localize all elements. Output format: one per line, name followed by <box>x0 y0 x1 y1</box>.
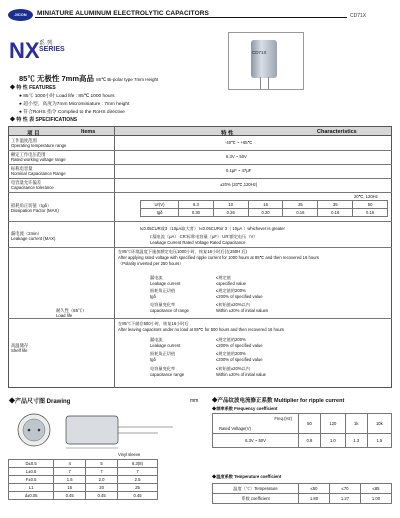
shelf-life-item-en: tgδ <box>150 357 156 362</box>
load-life-item-value-en: ≤specified value <box>216 281 246 286</box>
temp-value: ≤50 <box>299 484 330 494</box>
spec-label-cn: 额定工作电压范围 <box>11 152 46 157</box>
header-item-en: Items <box>81 129 96 135</box>
freq-coefficient: 1.0 <box>320 434 345 448</box>
dim-cell: 15 <box>54 484 86 492</box>
load-life-item-value-en: ≤200% of specified value <box>216 294 263 299</box>
shelf-life-item-value-cn: ≤规定值的200% <box>216 351 246 356</box>
voltage-cell: 50 <box>353 201 388 209</box>
dim-cell: 20 <box>86 484 118 492</box>
shelf-life-item-value-en: ≤200% of specified value <box>216 357 263 362</box>
drawing-unit: mm <box>190 398 199 404</box>
tan-delta-cell: 0.16 <box>318 209 353 217</box>
shelf-life-item-cn: 电容量变化率 <box>150 366 176 371</box>
spec-label-cn: 标称电容量 <box>11 166 33 171</box>
voltage-cell: 10 <box>213 201 248 209</box>
spec-label-en: Rated working voltage range <box>11 157 66 162</box>
capacitor-label: CD71X <box>252 50 267 55</box>
voltage-cell: 16 <box>248 201 283 209</box>
dissipation-label-en: Dissipation Factor (MAX) <box>11 208 59 213</box>
dim-cell: 0.45 <box>118 492 158 500</box>
drawing-title: ◆产品尺寸图 Drawing <box>9 399 71 405</box>
dim-cell: F±0.5 <box>9 476 54 484</box>
temp-label: 温度（℃）Temperature <box>213 484 299 494</box>
dim-cell: 2.0 <box>86 476 118 484</box>
leakage-legend-cn: I:漏电流（μA） CR:标称电容量（μF） UR:额定电压（V） <box>150 234 258 239</box>
dimension-table <box>8 459 158 500</box>
dim-cell: 4 <box>54 460 86 468</box>
shelf-life-item-value-en: ≤200% of specified value <box>216 343 263 348</box>
dim-cell: D±0.5 <box>9 460 54 468</box>
tan-delta-cell: 0.20 <box>248 209 283 217</box>
product-code: CD71X <box>350 13 367 19</box>
series-cn: 系 列 <box>39 41 53 47</box>
dim-cell: 7 <box>54 468 86 476</box>
load-life-item-value-cn: ≤初始值±20%以内 <box>216 302 250 307</box>
feature-item: ● 符合RoHS 指令 Complied to the RoHS directive <box>19 110 125 115</box>
freq-label: Freq.(Hz) <box>274 416 292 421</box>
tan-delta-cell: 0.16 <box>283 209 318 217</box>
spec-value: 6.3V ~ 50V <box>226 154 247 159</box>
row-divider <box>8 318 392 319</box>
load-life-label-en: Load life <box>56 313 73 318</box>
dim-cell: 1.5 <box>54 476 86 484</box>
shelf-life-item-value-cn: ≤规定值的200% <box>216 337 246 342</box>
voltage-cell: 6.3 <box>179 201 214 209</box>
load-life-item-cn: 电容量变化率 <box>150 302 176 307</box>
spec-label-en: Operating temperature range <box>11 143 67 148</box>
header-item-cn: 项 目 <box>27 131 40 137</box>
shelf-life-label-cn: 高温储存 <box>11 343 29 348</box>
shelf-life-item-cn: 漏电流 <box>150 337 163 342</box>
capacitor-lead <box>268 77 269 89</box>
shelf-life-item-value-en: Within ±20% of initial value <box>216 372 267 377</box>
dim-cell: 6.3(8) <box>118 460 158 468</box>
dim-cell: 0.45 <box>54 492 86 500</box>
spec-label-en: Nominal Capacitance Range <box>11 171 66 176</box>
tan-delta-cell: 0.16 <box>353 209 388 217</box>
load-life-item-cn: 漏电流 <box>150 275 163 280</box>
frequency-coefficient-title: ◆频率系数 Frequency coefficient <box>212 406 278 411</box>
series-en: SERIES <box>39 46 65 53</box>
spec-value: ±20% (20℃,120Hz) <box>220 182 258 187</box>
tan-delta-row-label: tgδ <box>141 209 179 217</box>
dim-cell: 0.45 <box>86 492 118 500</box>
load-life-polarity: （Polarity inverted per 250 hours） <box>118 261 184 266</box>
dim-cell: L1 <box>9 484 54 492</box>
spec-value: -40℃ ~ +85℃ <box>225 140 253 145</box>
capacitor-lead <box>260 77 261 89</box>
freq-header: 120 <box>320 414 345 434</box>
freq-header: 10k <box>367 414 391 434</box>
features-heading: ◆ 特 性 FEATURES <box>10 85 56 91</box>
tan-delta-cell: 0.30 <box>179 209 214 217</box>
subtitle-cn: 85℃ 无极性 7mm高品 <box>19 74 95 83</box>
subtitle-en: 85℃ Bi-polar type 7mm Height <box>96 77 159 82</box>
load-life-item-value-cn: ≤规定值的200% <box>216 288 246 293</box>
voltage-row-label: Ur(V) <box>141 201 179 209</box>
freq-header: 1k <box>345 414 367 434</box>
row-divider <box>8 150 392 151</box>
header-rule <box>35 17 347 18</box>
row-divider <box>8 221 392 222</box>
shelf-life-desc-cn: 在85℃下储存500小时，恢复16小时后 <box>118 321 189 326</box>
shelf-life-item-en: Leakage current <box>150 343 181 348</box>
row-divider <box>8 192 392 193</box>
document-header-title: MINIATURE ALUMINUM ELECTROLYTIC CAPACITORS <box>37 10 209 17</box>
spec-label-cn: 工作温度范围 <box>11 138 37 143</box>
dim-cell: 25 <box>118 484 158 492</box>
coef-label: 系数 coefficient <box>213 494 299 504</box>
shelf-life-label-en: Shelf life <box>11 348 28 353</box>
specifications-heading: ◆ 特 性 表 SPECIFICATIONS <box>10 117 78 123</box>
dim-cell: L±0.5 <box>9 468 54 476</box>
load-life-desc-en: After applying rated voltage with specified ripple current for 1000 hours at 85℃ and then recovered 16 hours <box>118 255 319 260</box>
row-divider <box>8 178 392 179</box>
shelf-life-item-en: capacitance range <box>150 372 185 377</box>
shelf-life-desc-en: After leaving capacitors under no load at 85℃ for 500 hours and then recovered 16 hours <box>118 327 285 332</box>
leakage-formula: I≤0.05CUR或3（10μA取大者） I≤0.05CURor 3（ 10μA ）whichever is greater <box>140 226 285 231</box>
dissipation-table <box>140 200 388 217</box>
header-char-en: Characteristics <box>317 129 357 135</box>
temp-value: ≤70 <box>330 484 361 494</box>
load-life-desc-cn: 在85℃环境温度下施加额定电压1000小时，恢复16小时后(在250H 后) <box>118 249 247 254</box>
spec-label-en: Capacitance tolerance <box>11 185 54 190</box>
frequency-table <box>212 413 392 448</box>
coef-value: 1.80 <box>299 494 330 504</box>
voltage-cell: 25 <box>283 201 318 209</box>
shelf-life-item-value-cn: ≤初始值±20%以内 <box>216 366 250 371</box>
row-divider <box>8 247 392 248</box>
temperature-table <box>212 483 392 504</box>
load-life-item-en: tgδ <box>150 294 156 299</box>
series-name: NX <box>9 38 40 63</box>
dim-cell: 7 <box>86 468 118 476</box>
freq-coefficient: 1.5 <box>367 434 391 448</box>
capacitor-image <box>251 40 277 78</box>
shelf-life-item-cn: 损耗角正切值 <box>150 351 176 356</box>
spec-table-header <box>8 126 392 136</box>
load-life-item-cn: 损耗角正切值 <box>150 288 176 293</box>
feature-item: ● 超小型，高度为7mm Microminiature : 7mm height <box>19 102 130 107</box>
frequency-header-cell <box>213 414 299 434</box>
load-life-item-en: Leakage current <box>150 281 181 286</box>
load-life-item-value-cn: ≤规定值 <box>216 275 231 280</box>
dim-cell: 2.5 <box>118 476 158 484</box>
freq-coefficient: 0.8 <box>299 434 321 448</box>
dim-cell: 5 <box>86 460 118 468</box>
voltage-label: Rated Voltage(V) <box>219 426 251 431</box>
vinyl-sleeve-label: Vinyl sleeve <box>118 452 141 457</box>
dissipation-label-cn: 损耗角正切值（tgδ） <box>11 203 52 208</box>
leakage-legend-en: Leakage Current Rated Voltage Rated Capacitance <box>150 240 246 245</box>
leakage-label-en: Leakage current (MAX) <box>11 236 56 241</box>
ripple-title: ◆产品纹波电流修正系数 Multiplier for ripple current <box>212 398 345 404</box>
dim-cell: d±0.05 <box>9 492 54 500</box>
dim-cell: 7 <box>118 468 158 476</box>
voltage-cell: 35 <box>318 201 353 209</box>
row-divider <box>8 164 392 165</box>
leakage-label-cn: 漏电流（2min） <box>11 231 42 236</box>
dissipation-note: 20℃, 120Hz <box>354 194 378 199</box>
brand-logo: JICON <box>8 9 33 21</box>
feature-item: ● 85℃ 1000小时 Load life : 85℃ 1000 hours <box>19 94 115 99</box>
load-life-label-cn: 耐久性（85℃） <box>56 308 87 313</box>
tan-delta-cell: 0.26 <box>213 209 248 217</box>
freq-coefficient: 1.3 <box>345 434 367 448</box>
column-divider <box>114 126 115 388</box>
temperature-coefficient-title: ◆温度系数 Temperature coefficient <box>212 474 282 479</box>
spec-value: 0.1μF ~ 47μF <box>226 168 252 173</box>
load-life-item-en: capacitance of range <box>150 308 189 313</box>
voltage-range: 6.3V ~ 50V <box>213 434 299 448</box>
coef-value: 1.27 <box>330 494 361 504</box>
spec-label-cn: 电容量允许偏差 <box>11 180 42 185</box>
load-life-item-value-en: Within ±20% of initial values <box>216 308 269 313</box>
header-char-cn: 特 性 <box>221 131 234 137</box>
temp-value: ≤85 <box>361 484 392 494</box>
product-subtitle <box>19 73 158 84</box>
capacitor-drawing <box>8 410 198 452</box>
coef-value: 1.00 <box>361 494 392 504</box>
freq-header: 50 <box>299 414 321 434</box>
